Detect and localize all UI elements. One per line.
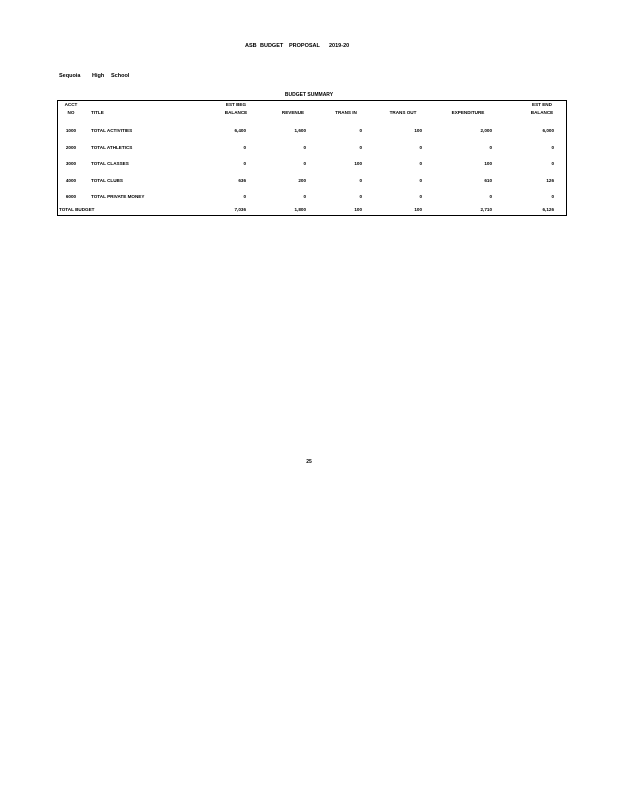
col-trans-out: TRANS OUT: [389, 110, 417, 115]
row-title: TOTAL CLASSES: [91, 161, 129, 166]
row-expenditure: 2,000: [480, 128, 492, 133]
school-name-part-1: Sequoia: [59, 73, 81, 79]
row-title: TOTAL ACTIVITIES: [91, 128, 133, 133]
row-trans-out: 0: [419, 194, 422, 199]
row-end: 126: [546, 177, 554, 183]
school-name-part-3: School: [111, 73, 130, 79]
row-revenue: 200: [298, 177, 306, 183]
row-trans-out: 0: [419, 177, 422, 183]
row-trans-in: 100: [354, 161, 362, 166]
row-expenditure: 0: [489, 194, 492, 199]
col-acct-line2: NO: [67, 110, 75, 115]
row-acct: 2000: [65, 144, 77, 150]
row-title: TOTAL PRIVATE MONEY: [91, 194, 145, 199]
row-title: TOTAL CLUBS: [91, 177, 123, 183]
col-title: TITLE: [91, 110, 104, 115]
row-end: 0: [551, 144, 554, 150]
header-proposal: PROPOSAL: [289, 43, 320, 49]
row-acct: 4000: [65, 177, 77, 183]
row-expenditure: 610: [484, 177, 492, 183]
total-revenue: 1,800: [294, 207, 306, 212]
row-trans-in: 0: [359, 144, 362, 150]
row-beg: 0: [243, 194, 246, 199]
row-trans-out: 0: [419, 144, 422, 150]
col-acct-line1: ACCT: [64, 102, 78, 107]
col-beg-line1: EST BEG: [225, 102, 247, 107]
col-expenditure: EXPENDITURE: [451, 110, 485, 115]
row-acct: 3000: [65, 161, 77, 166]
col-beg-line2: BALANCE: [224, 110, 248, 115]
col-trans-in: TRANS IN: [335, 110, 357, 115]
row-trans-out: 100: [414, 128, 422, 133]
row-expenditure: 0: [489, 144, 492, 150]
row-end: 6,000: [542, 128, 554, 133]
school-name-part-2: High: [92, 73, 105, 79]
row-beg: 636: [238, 177, 246, 183]
row-revenue: 0: [303, 194, 306, 199]
total-beg: 7,036: [234, 207, 246, 212]
row-beg: 6,400: [234, 128, 246, 133]
total-trans-out: 100: [414, 207, 422, 212]
row-acct: 1000: [65, 128, 77, 133]
total-expenditure: 2,710: [480, 207, 492, 212]
header-year: 2019-20: [329, 43, 350, 49]
row-revenue: 1,600: [294, 128, 306, 133]
total-label: TOTAL BUDGET: [59, 207, 95, 212]
row-beg: 0: [243, 144, 246, 150]
summary-title: BUDGET SUMMARY: [284, 92, 334, 98]
col-end-line2: BALANCE: [530, 110, 554, 115]
row-title: TOTAL ATHLETICS: [91, 144, 133, 150]
header-asb: ASB: [245, 43, 257, 49]
total-trans-in: 100: [354, 207, 362, 212]
row-trans-in: 0: [359, 194, 362, 199]
total-end: 6,126: [542, 207, 554, 212]
col-revenue: REVENUE: [281, 110, 305, 115]
row-beg: 0: [243, 161, 246, 166]
header-budget: BUDGET: [260, 43, 284, 49]
budget-summary-table: [57, 100, 567, 216]
row-expenditure: 100: [484, 161, 492, 166]
row-acct: 6000: [65, 194, 77, 199]
row-trans-in: 0: [359, 128, 362, 133]
row-end: 0: [551, 161, 554, 166]
row-trans-in: 0: [359, 177, 362, 183]
row-end: 0: [551, 194, 554, 199]
row-revenue: 0: [303, 161, 306, 166]
page-number: 25: [306, 459, 312, 465]
row-trans-out: 0: [419, 161, 422, 166]
col-end-line1: EST END: [532, 102, 552, 107]
total-row: [58, 205, 566, 215]
row-revenue: 0: [303, 144, 306, 150]
